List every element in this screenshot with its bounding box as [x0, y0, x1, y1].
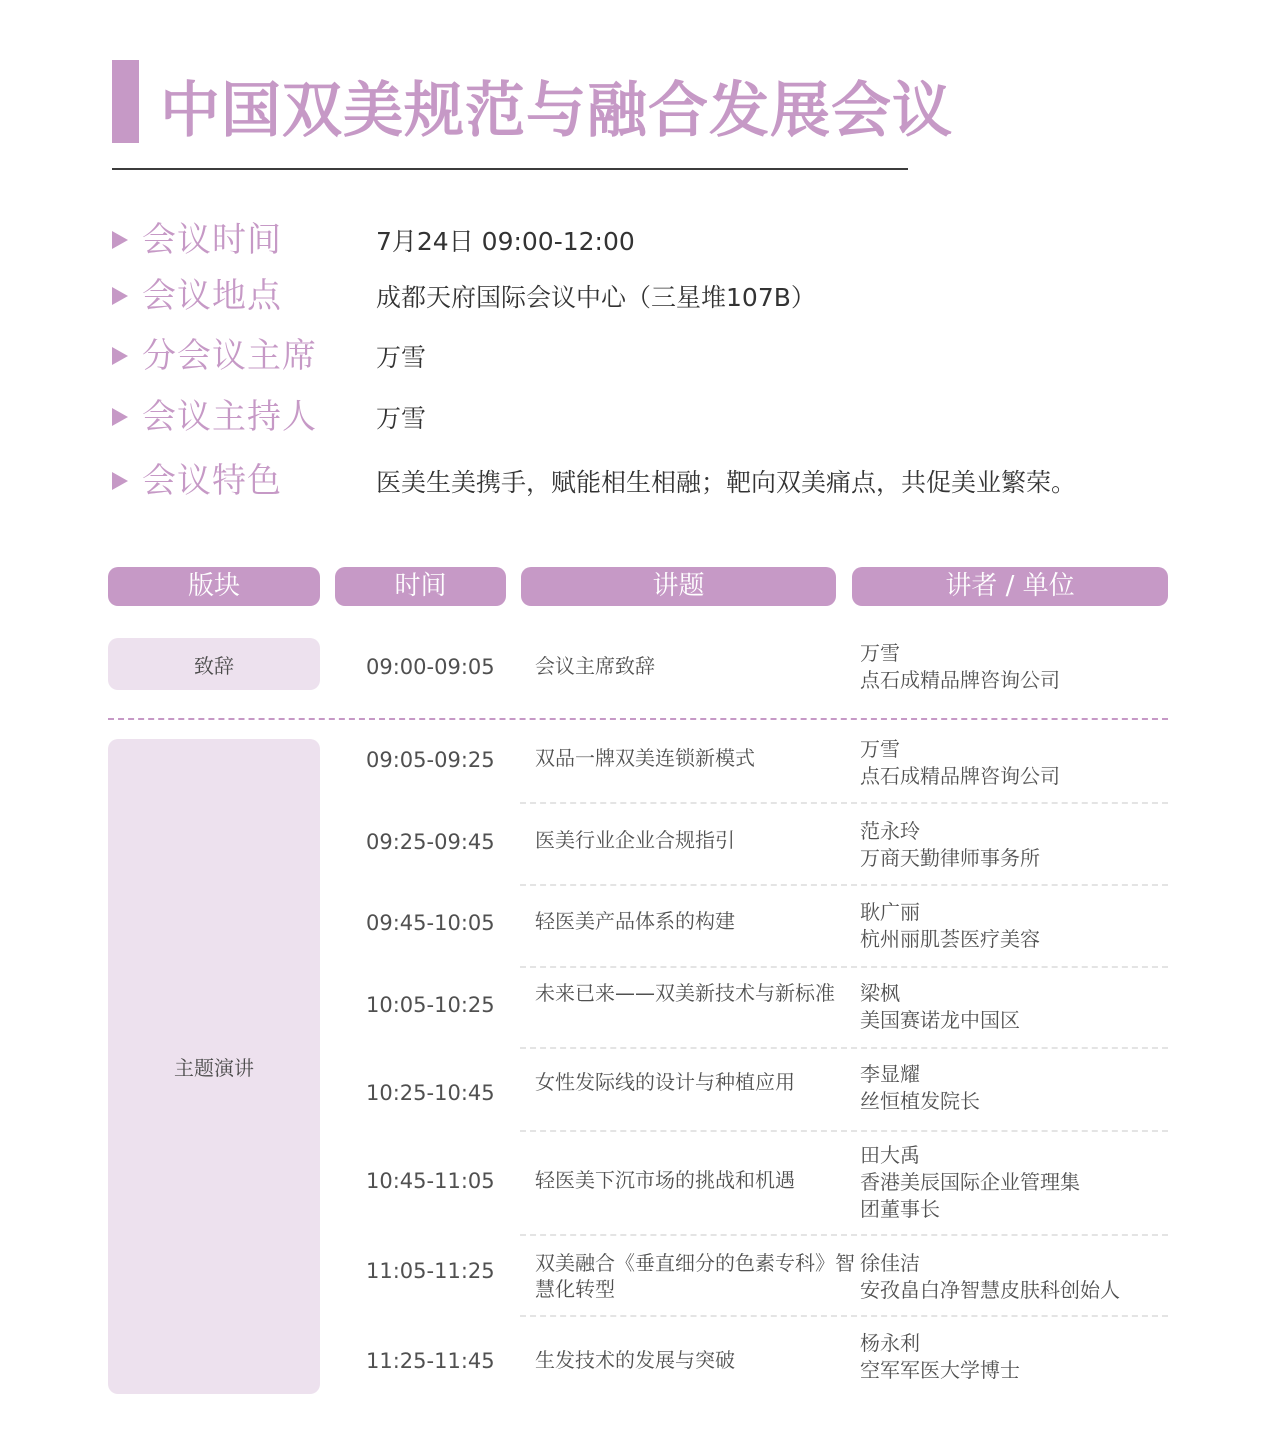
info-row-chair	[112, 331, 1212, 381]
info-label: 会议主持人	[142, 397, 317, 437]
speaker-name: 梁枫	[860, 981, 900, 1005]
info-label: 会议时间	[142, 220, 282, 260]
speaker-org: 美国赛诺龙中国区	[860, 1008, 1020, 1032]
topic-cell: 轻医美下沉市场的挑战和机遇	[535, 1168, 795, 1192]
speaker-cell	[860, 1142, 1085, 1223]
info-value: 医美生美携手，赋能相生相融；靶向双美痛点，共促美业繁荣。	[376, 468, 1077, 497]
info-row-time	[112, 215, 1212, 265]
speaker-cell	[860, 1061, 1160, 1115]
topic-cell: 女性发际线的设计与种植应用	[535, 1070, 795, 1094]
speaker-name: 耿广丽	[860, 900, 920, 924]
time-cell: 11:05-11:25	[366, 1259, 495, 1283]
time-cell: 10:45-11:05	[366, 1169, 495, 1193]
topic-cell: 会议主席致辞	[535, 654, 655, 678]
speaker-cell	[860, 1330, 1160, 1384]
time-cell: 09:25-09:45	[366, 830, 495, 854]
row-divider	[520, 1234, 1168, 1236]
triangle-bullet-icon	[112, 347, 128, 365]
row-divider	[520, 802, 1168, 804]
info-value: 万雪	[376, 343, 427, 372]
topic-cell: 轻医美产品体系的构建	[535, 909, 735, 933]
info-value: 万雪	[376, 404, 427, 433]
topic-cell: 生发技术的发展与突破	[535, 1348, 735, 1372]
speaker-cell	[860, 818, 1160, 872]
info-row-feature	[112, 456, 1212, 506]
speaker-org: 万商天勤律师事务所	[860, 846, 1040, 870]
row-divider	[520, 1130, 1168, 1132]
speaker-name: 万雪	[860, 641, 900, 665]
speaker-name: 李显耀	[860, 1062, 920, 1086]
speaker-org: 点石成精品牌咨询公司	[860, 668, 1060, 692]
info-row-host	[112, 392, 1212, 442]
topic-cell: 未来已来——双美新技术与新标准	[535, 981, 835, 1005]
row-divider	[520, 1315, 1168, 1317]
speaker-org: 杭州丽肌荟医疗美容	[860, 927, 1040, 951]
speaker-cell	[860, 899, 1160, 953]
speaker-org: 香港美辰国际企业管理集团董事长	[860, 1170, 1080, 1221]
time-cell: 09:45-10:05	[366, 911, 495, 935]
time-cell: 09:05-09:25	[366, 748, 495, 772]
speaker-cell	[860, 640, 1160, 694]
row-divider	[520, 966, 1168, 968]
header-time: 时间	[335, 567, 506, 606]
row-divider	[520, 1047, 1168, 1049]
time-cell: 09:00-09:05	[366, 655, 495, 679]
info-label: 会议地点	[142, 276, 282, 316]
info-row-venue	[112, 271, 1212, 321]
triangle-bullet-icon	[112, 472, 128, 490]
triangle-bullet-icon	[112, 231, 128, 249]
info-label: 会议特色	[142, 461, 282, 501]
header-topic: 讲题	[521, 567, 836, 606]
speaker-org: 空军军医大学博士	[860, 1358, 1020, 1382]
speaker-cell	[860, 736, 1160, 790]
topic-cell: 双品一牌双美连锁新模式	[535, 746, 755, 770]
triangle-bullet-icon	[112, 287, 128, 305]
info-label: 分会议主席	[142, 336, 317, 376]
speaker-name: 万雪	[860, 737, 900, 761]
speaker-name: 徐佳洁	[860, 1251, 920, 1275]
info-value: 成都天府国际会议中心（三星堆107B）	[376, 283, 816, 312]
speaker-org: 丝恒植发院长	[860, 1089, 980, 1113]
section-divider	[108, 718, 1168, 720]
triangle-bullet-icon	[112, 408, 128, 426]
row-divider	[520, 884, 1168, 886]
info-value: 7月24日 09:00-12:00	[376, 227, 635, 256]
header-speaker: 讲者 / 单位	[852, 567, 1168, 606]
speaker-name: 杨永利	[860, 1331, 920, 1355]
title-divider	[112, 168, 908, 170]
speaker-cell	[860, 980, 1160, 1034]
time-cell: 11:25-11:45	[366, 1349, 495, 1373]
title-accent-bar	[112, 60, 139, 143]
header-block: 版块	[108, 567, 320, 606]
page-title: 中国双美规范与融合发展会议	[160, 76, 953, 146]
topic-cell: 双美融合《垂直细分的色素专科》智慧化转型	[535, 1251, 855, 1301]
speaker-name: 范永玲	[860, 819, 920, 843]
block-cell-keynote: 主题演讲	[108, 739, 320, 1394]
block-cell-opening: 致辞	[108, 638, 320, 690]
speaker-org: 安孜畠白净智慧皮肤科创始人	[860, 1278, 1120, 1302]
time-cell: 10:25-10:45	[366, 1081, 495, 1105]
speaker-name: 田大禹	[860, 1143, 920, 1167]
topic-cell: 医美行业企业合规指引	[535, 828, 735, 852]
speaker-cell	[860, 1250, 1160, 1304]
time-cell: 10:05-10:25	[366, 993, 495, 1017]
speaker-org: 点石成精品牌咨询公司	[860, 764, 1060, 788]
